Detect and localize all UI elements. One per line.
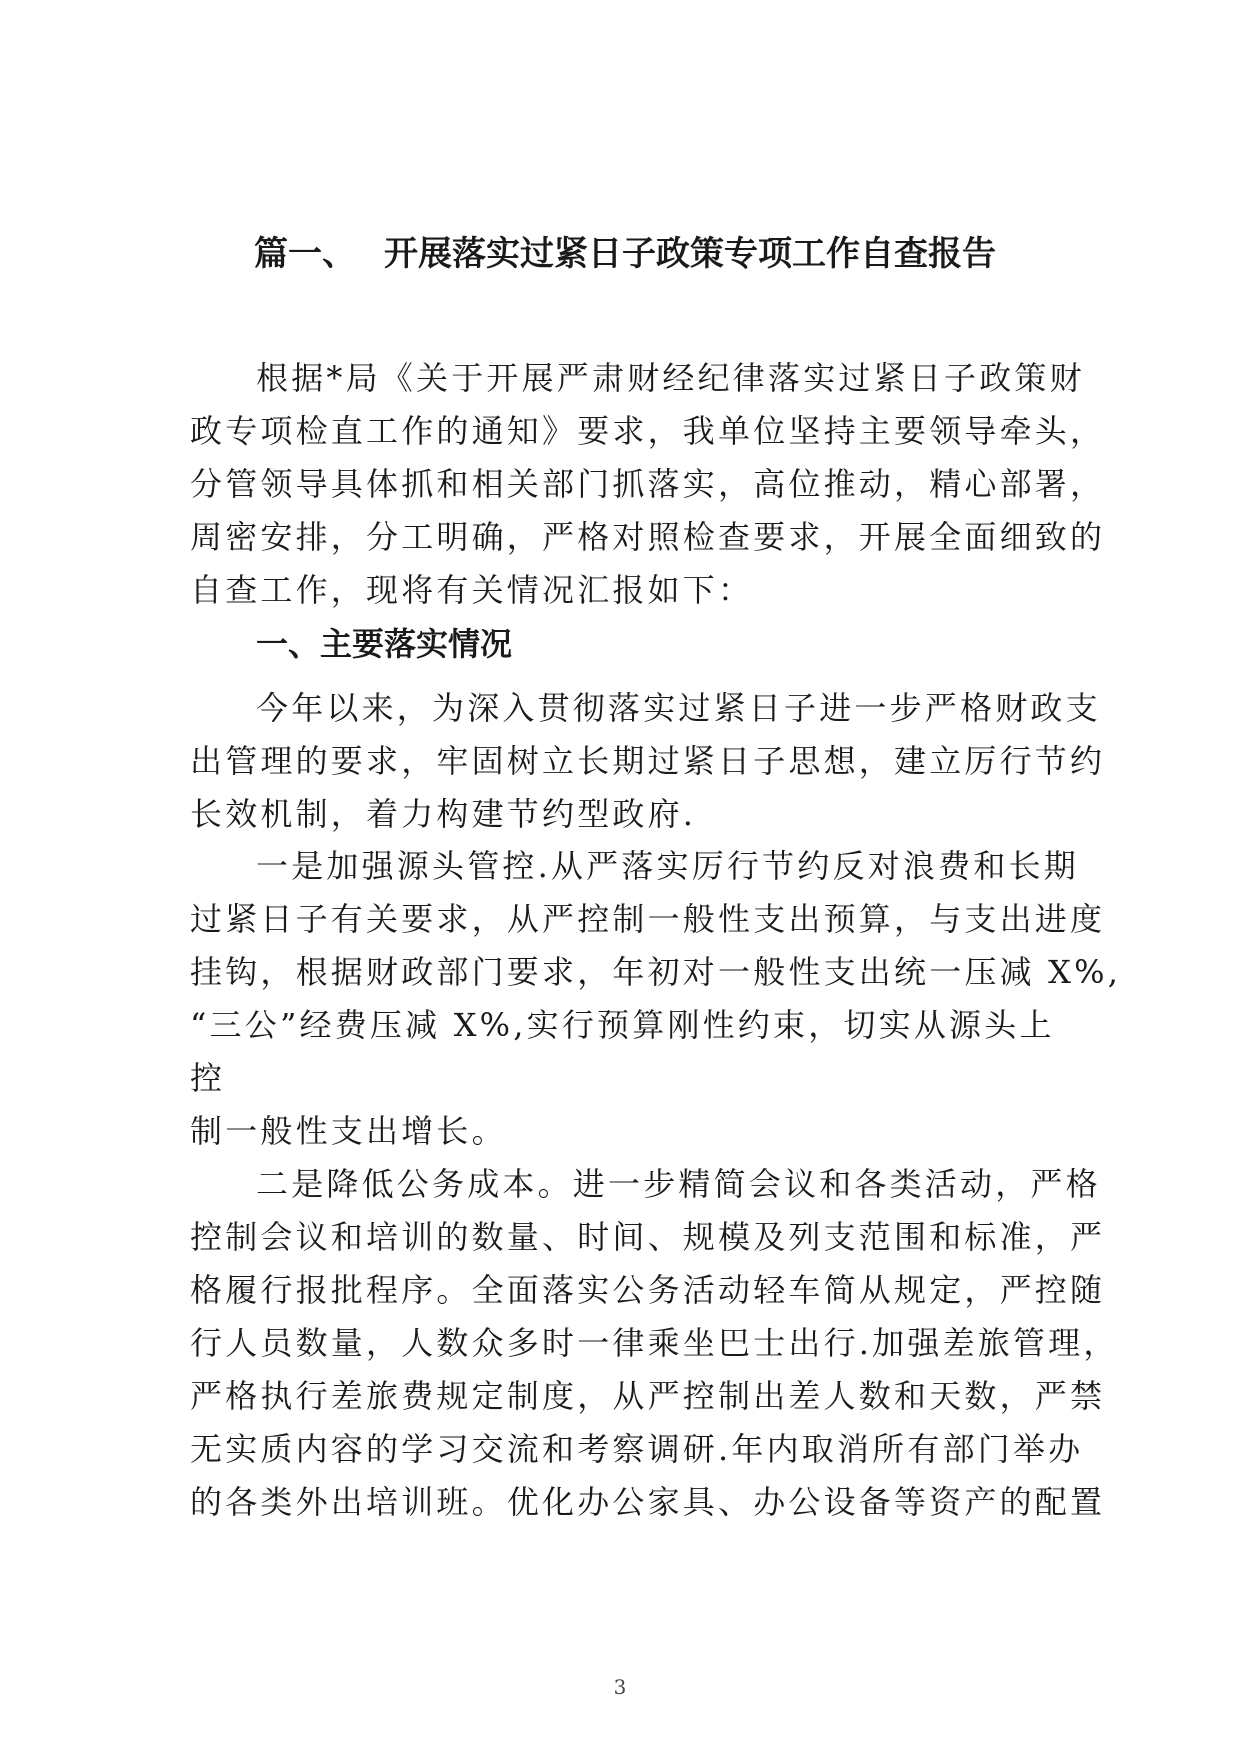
paragraph-line: 过紧日子有关要求，从严控制一般性支出预算，与支出进度 xyxy=(190,900,1106,938)
point-two-paragraph xyxy=(190,1158,1119,1529)
title-text: 开展落实过紧日子政策专项工作自查报告 xyxy=(384,234,996,274)
section-heading-block xyxy=(190,618,1050,671)
intro-paragraph xyxy=(190,352,1106,617)
paragraph-line: 挂钩，根据财政部门要求，年初对一般性支出统一压减 X%, xyxy=(190,953,1122,991)
paragraph-line: 行人员数量，人数众多时一律乘坐巴士出行.加强差旅管理， xyxy=(190,1324,1119,1362)
paragraph-line: 无实质内容的学习交流和考察调研.年内取消所有部门举办 xyxy=(190,1430,1084,1468)
intro-line: 根据*局《关于开展严肃财经纪律落实过紧日子政策财 xyxy=(256,359,1085,397)
paragraph-line: 严格执行差旅费规定制度，从严控制出差人数和天数，严禁 xyxy=(190,1377,1106,1415)
paragraph-line: 一是加强源头管控.从严落实厉行节约反对浪费和长期 xyxy=(256,847,1079,885)
section-heading: 一、主要落实情况 xyxy=(256,625,513,663)
paragraph-line: 出管理的要求，牢固树立长期过紧日子思想，建立厉行节约 xyxy=(190,742,1106,780)
document-title xyxy=(190,232,1060,276)
intro-line: 自查工作，现将有关情况汇报如下： xyxy=(190,571,754,609)
paragraph-line: 长效机制，着力构建节约型政府. xyxy=(190,795,697,833)
intro-line: 周密安排，分工明确，严格对照检查要求，开展全面细致的 xyxy=(190,518,1106,556)
title-prefix: 篇一、 xyxy=(254,234,356,274)
paragraph-line: 二是降低公务成本。进一步精简会议和各类活动，严格 xyxy=(256,1165,1101,1203)
paragraph-line: 今年以来，为深入贯彻落实过紧日子进一步严格财政支 xyxy=(256,689,1101,727)
intro-line: 分管领导具体抓和相关部门抓落实，高位推动，精心部署， xyxy=(190,465,1106,503)
paragraph-line: “三公”经费压减 X%,实行预算刚性约束，切实从源头上 xyxy=(190,1006,1055,1044)
page-number: 3 xyxy=(613,1675,627,1699)
paragraph-line: 控制会议和培训的数量、时间、规模及列支范围和标准，严 xyxy=(190,1218,1106,1256)
paragraph-line: 控 xyxy=(190,1059,226,1097)
point-one-paragraph xyxy=(190,840,1122,1158)
paragraph-line: 制一般性支出增长。 xyxy=(190,1112,507,1150)
paragraph-line: 格履行报批程序。全面落实公务活动轻车简从规定，严控随 xyxy=(190,1271,1106,1309)
paragraph-line: 的各类外出培训班。优化办公家具、办公设备等资产的配置 xyxy=(190,1483,1106,1521)
section-intro-paragraph xyxy=(190,682,1106,841)
intro-line: 政专项检直工作的通知》要求，我单位坚持主要领导牵头， xyxy=(190,412,1106,450)
